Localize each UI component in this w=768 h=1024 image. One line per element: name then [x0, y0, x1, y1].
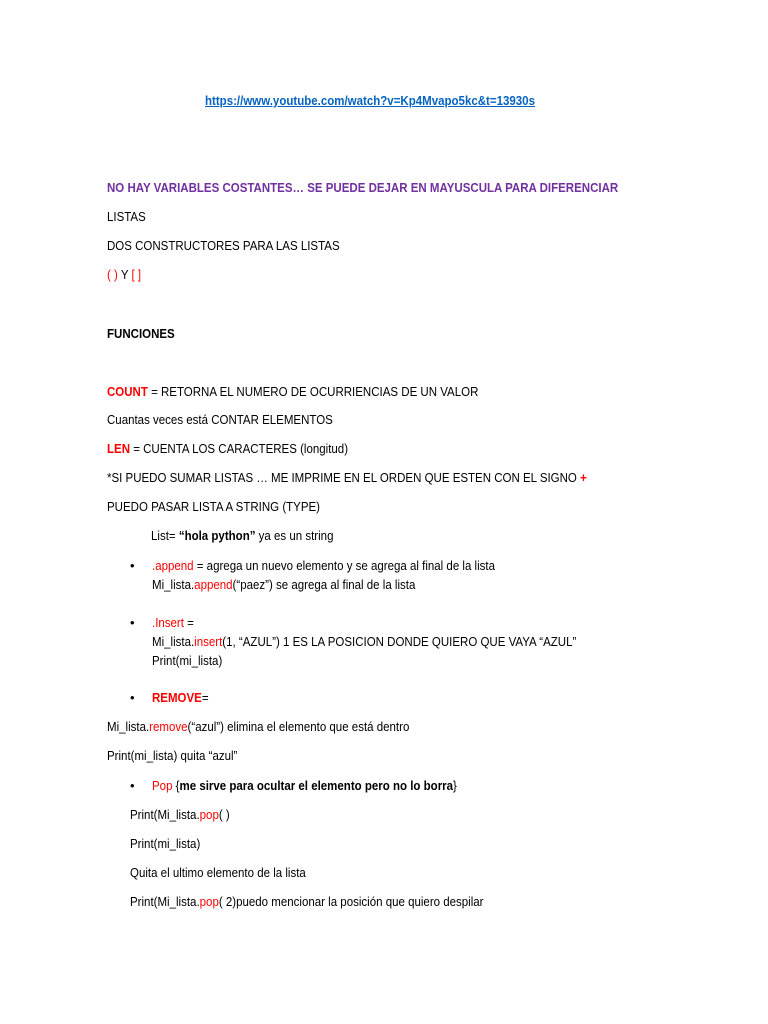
remove-eq: = — [201, 691, 209, 705]
cuantas-line: Cuantas veces está CONTAR ELEMENTOS — [107, 413, 333, 427]
insert-keyword: .Insert — [152, 616, 184, 630]
hola-python: “hola python” — [178, 529, 256, 543]
listas-heading: LISTAS — [107, 210, 146, 224]
insert-ex-args: (1, “AZUL”) 1 ES LA POSICION DONDE QUIERO QUE VAYA “AZUL” — [222, 635, 577, 649]
pop-p1-args: ( ) — [218, 808, 230, 822]
pop-p3-method: pop — [199, 895, 219, 909]
remove-print: Print(mi_lista) quita “azul” — [107, 749, 238, 763]
append-example — [152, 577, 415, 593]
insert-ex-obj: Mi_lista. — [152, 635, 195, 649]
pop-desc: me sirve para ocultar el elemento pero no lo borra — [179, 779, 454, 793]
insert-example — [152, 634, 576, 650]
insert-ex-method: insert — [194, 635, 223, 649]
append-desc: = agrega un nuevo elemento y se agrega al final de la lista — [193, 559, 496, 573]
append-line — [152, 558, 495, 574]
list-string-line — [151, 528, 333, 544]
count-desc: = RETORNA EL NUMERO DE OCURRIENCIAS DE UN VALOR — [147, 385, 479, 399]
sumar-text: *SI PUEDO SUMAR LISTAS … ME IMPRIME EN EL ORDEN QUE ESTEN CON EL SIGNO — [107, 471, 581, 485]
funciones-heading: FUNCIONES — [107, 327, 175, 341]
paren-brackets: ( ) — [107, 268, 118, 282]
pop-print-3 — [130, 894, 484, 910]
square-brackets: [ ] — [131, 268, 142, 282]
sumar-line — [107, 470, 587, 486]
pop-quita: Quita el ultimo elemento de la lista — [130, 866, 306, 880]
insert-eq: = — [183, 616, 194, 630]
insert-line — [152, 615, 194, 631]
append-ex-method: append — [194, 578, 233, 592]
bullet-icon: • — [130, 558, 135, 573]
pop-p3-args: ( 2)puedo mencionar la posición que quiero despilar — [218, 895, 484, 909]
insert-print: Print(mi_lista) — [152, 654, 223, 668]
pop-p3-obj: Print(Mi_lista. — [130, 895, 200, 909]
remove-keyword: REMOVE — [152, 691, 202, 705]
pop-p1-method: pop — [199, 808, 219, 822]
len-line — [107, 441, 348, 457]
append-ex-obj: Mi_lista. — [152, 578, 195, 592]
remove-ex-method: remove — [149, 720, 188, 734]
bullet-icon: • — [130, 690, 135, 705]
youtube-link[interactable]: https://www.youtube.com/watch?v=Kp4Mvapo5kc&t=13930s — [205, 94, 535, 108]
plus-sign: + — [580, 471, 587, 485]
y-text: Y — [117, 268, 132, 282]
constructores-text: DOS CONSTRUCTORES PARA LAS LISTAS — [107, 239, 340, 253]
pop-print-1 — [130, 807, 230, 823]
count-keyword: COUNT — [107, 385, 148, 399]
remove-example — [107, 719, 409, 735]
pop-line — [152, 778, 457, 794]
bullet-icon: • — [130, 615, 135, 630]
remove-ex-obj: Mi_lista. — [107, 720, 150, 734]
remove-ex-args: (“azul”) elimina el elemento que está dentro — [187, 720, 410, 734]
bullet-icon: • — [130, 778, 135, 793]
append-ex-args: (“paez”) se agrega al final de la lista — [232, 578, 416, 592]
pop-brace-close: } — [453, 779, 457, 793]
pasar-line: PUEDO PASAR LISTA A STRING (TYPE) — [107, 500, 321, 514]
note-heading: NO HAY VARIABLES COSTANTES… SE PUEDE DEJAR EN MAYUSCULA PARA DIFERENCIAR — [107, 181, 619, 195]
count-line — [107, 384, 478, 400]
list-assign: List= — [151, 529, 179, 543]
len-keyword: LEN — [107, 442, 130, 456]
append-keyword: .append — [152, 559, 194, 573]
pop-keyword: Pop — [152, 779, 173, 793]
string-note: ya es un string — [255, 529, 334, 543]
pop-p1-obj: Print(Mi_lista. — [130, 808, 200, 822]
pop-brace-open: { — [172, 779, 180, 793]
pop-print-2: Print(mi_lista) — [130, 837, 201, 851]
brackets-line — [107, 267, 141, 283]
remove-line — [152, 690, 209, 706]
len-desc: = CUENTA LOS CARACTERES (longitud) — [130, 442, 349, 456]
